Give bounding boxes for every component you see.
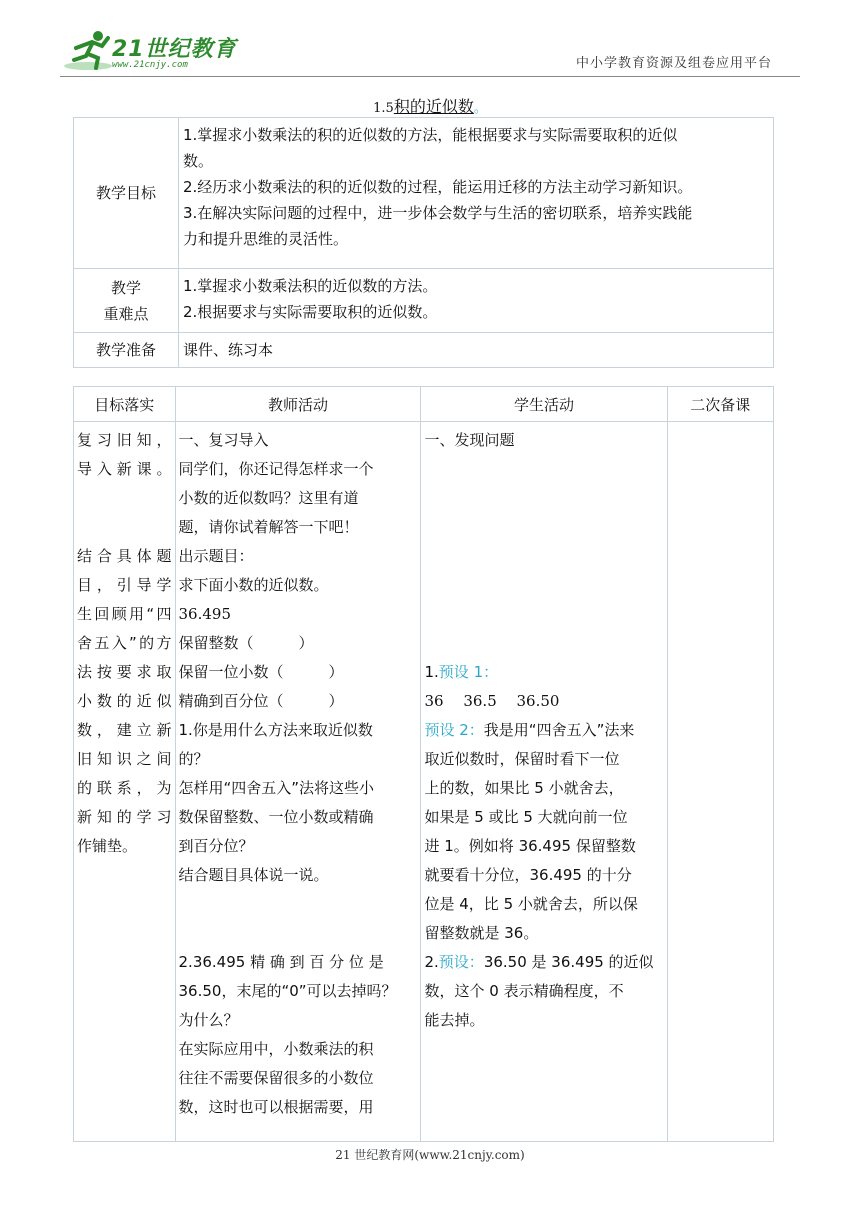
- teacher-line: 求下面小数的近似数。: [178, 576, 329, 594]
- preset-3-first: 36.50 是 36.495 的近似: [483, 953, 654, 971]
- goal-column: [74, 422, 176, 1142]
- logo-url: www.21cnjy.com: [112, 60, 188, 70]
- preset-3-label: 预设：: [438, 953, 484, 971]
- label-objectives: 教学目标: [74, 118, 179, 269]
- teacher-line: 36.495: [178, 605, 232, 623]
- header-divider: [60, 76, 800, 77]
- preset-3-line: 数，这个 0 表示精确程度，不: [424, 982, 624, 1000]
- teacher-line: 为什么？: [178, 1011, 239, 1029]
- preset-2-line: 如果是 5 或比 5 大就向前一位: [424, 808, 628, 826]
- lesson-info-table: [73, 117, 774, 368]
- goal-line: 的联系，为: [77, 779, 172, 797]
- table-row: [74, 269, 774, 333]
- label-preparation: 教学准备: [74, 333, 179, 368]
- teacher-spacer: [179, 890, 418, 919]
- goal-line: 小数的近似: [77, 692, 172, 710]
- page-footer: 21 世纪教育网(www.21cnjy.com): [335, 1148, 525, 1162]
- key-points-content: [179, 269, 774, 333]
- goal-line: 数，建立新: [77, 721, 172, 739]
- teacher-line: 一、复习导入: [178, 431, 269, 449]
- objective-line: 3.在解决实际问题的过程中，进一步体会数学与生活的密切联系，培养实践能: [183, 204, 693, 222]
- preset-2-first: 我是用“四舍五入”法来: [483, 721, 635, 739]
- table-row: [74, 333, 774, 368]
- preset-3-prefix: 2.: [424, 953, 439, 971]
- key-point-line: 1.掌握求小数乘法积的近似数的方法。: [183, 277, 438, 295]
- goal-line: 作铺垫。: [77, 837, 138, 855]
- objective-line: 力和提升思维的灵活性。: [183, 230, 349, 248]
- goal-spacer: [77, 484, 172, 513]
- goal-line: 舍五入”的方: [77, 634, 172, 652]
- objective-line: 1.掌握求小数乘法的积的近似数的方法，能根据要求与实际需要取积的近似: [183, 126, 678, 144]
- goal-spacer: [77, 513, 172, 542]
- preset-2: [424, 716, 663, 745]
- teacher-line: 出示题目：: [178, 547, 254, 565]
- preset-2-line: 位是 4，比 5 小就舍去，所以保: [424, 895, 638, 913]
- teacher-line: 保留一位小数（ ）: [178, 663, 344, 681]
- teacher-line: 数，这时也可以根据需要，用: [178, 1098, 374, 1116]
- teacher-line: 题，请你试着解答一下吧！: [178, 518, 359, 536]
- table-header-row: [74, 387, 774, 422]
- title-dot: 。: [473, 101, 487, 116]
- preset-2-line: 上的数，如果比 5 小就舍去，: [424, 779, 624, 797]
- teacher-line: 36.50，末尾的“0”可以去掉吗？: [178, 982, 397, 1000]
- activity-table: [73, 386, 774, 1142]
- teacher-line: 的？: [178, 750, 209, 768]
- teacher-line: 同学们，你还记得怎样求一个: [178, 460, 374, 478]
- student-spacer: [424, 455, 663, 658]
- header-student: 学生活动: [421, 387, 667, 422]
- preset-2-line: 就要看十分位，36.495 的十分: [424, 866, 632, 884]
- label-key-points: [74, 269, 179, 333]
- goal-line: 旧知识之间: [77, 750, 172, 768]
- notes-column: [667, 422, 773, 1142]
- goal-line: 新知的学习: [77, 808, 172, 826]
- table-row: [74, 422, 774, 1142]
- teacher-column: [175, 422, 421, 1142]
- goal-line: 结合具体题: [77, 547, 172, 565]
- teacher-line: 精确到百分位（ ）: [178, 692, 344, 710]
- teacher-line: 怎样用“四舍五入”法将这些小: [178, 779, 375, 797]
- preset-2-line: 取近似数时，保留时看下一位: [424, 750, 620, 768]
- student-heading: 一、发现问题: [424, 431, 515, 449]
- preset-1-label: 预设 1：: [438, 663, 499, 681]
- header-goal: 目标落实: [74, 387, 176, 422]
- preset-2-line: 留整数就是 36。: [424, 924, 539, 942]
- teacher-line: 2.36.495 精 确 到 百 分 位 是: [178, 953, 384, 971]
- header-teacher: 教师活动: [175, 387, 421, 422]
- label-line: 教学: [110, 278, 141, 297]
- logo-text: 21世纪教育: [112, 37, 237, 62]
- goal-line: 目，引导学: [77, 576, 172, 594]
- key-point-line: 2.根据要求与实际需要取积的近似数。: [183, 303, 438, 321]
- platform-name: 中小学教育资源及组卷应用平台: [575, 56, 772, 71]
- lesson-title: [0, 94, 860, 117]
- page-header: [0, 0, 860, 90]
- goal-line: 法按要求取: [77, 663, 172, 681]
- teacher-line: 数保留整数、一位小数或精确: [178, 808, 374, 826]
- teacher-line: 到百分位？: [178, 837, 254, 855]
- goal-line: 生回顾用“四: [77, 605, 172, 623]
- teacher-line: 保留整数（ ）: [178, 634, 314, 652]
- preparation-content: 课件、练习本: [179, 333, 774, 368]
- teacher-line: 1.你是用什么方法来取近似数: [178, 721, 373, 739]
- table-row: [74, 118, 774, 269]
- teacher-line: 在实际应用中，小数乘法的积: [178, 1040, 374, 1058]
- student-column: [421, 422, 667, 1142]
- preset-3: [424, 948, 663, 977]
- preset-1: [424, 658, 663, 687]
- teacher-spacer: [179, 919, 418, 948]
- teacher-line: 往往不需要保留很多的小数位: [178, 1069, 374, 1087]
- preset-3-line: 能去掉。: [424, 1011, 485, 1029]
- preset-1-prefix: 1.: [424, 663, 439, 681]
- goal-line: 复习旧知，: [77, 431, 172, 449]
- preset-1-values: 36 36.5 36.50: [424, 692, 560, 710]
- objective-line: 数。: [183, 152, 214, 170]
- objectives-content: [179, 118, 774, 269]
- title-main: 积的近似数: [393, 97, 474, 116]
- label-line: 重难点: [103, 304, 149, 323]
- goal-line: 导入新课。: [77, 460, 172, 478]
- title-prefix: 1.5: [373, 101, 394, 116]
- preset-2-label: 预设 2：: [424, 721, 484, 739]
- header-notes: 二次备课: [667, 387, 773, 422]
- teacher-line: 小数的近似数吗？这里有道: [178, 489, 359, 507]
- preset-2-line: 进 1。例如将 36.495 保留整数: [424, 837, 636, 855]
- objective-line: 2.经历求小数乘法的积的近似数的过程，能运用迁移的方法主动学习新知识。: [183, 178, 693, 196]
- teacher-line: 结合题目具体说一说。: [178, 866, 329, 884]
